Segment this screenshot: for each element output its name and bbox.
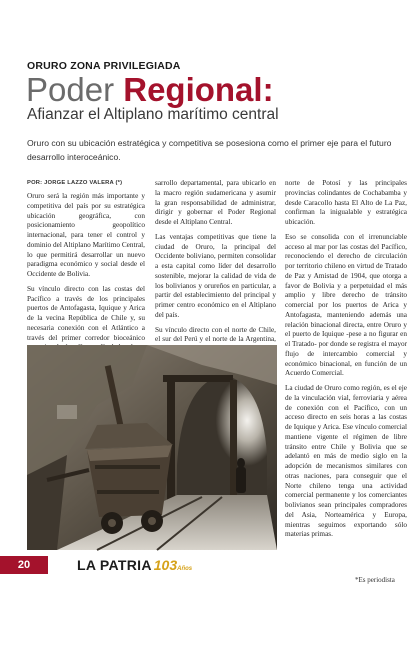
column-1-paragraph-1: Oruro será la región más importante y competitiva del país por su estratégica ubicación geográfica, con posicionamiento geopolítico internacional, para tener el control y dominio del Altiplano Marítimo Central, lo que permitirá desarrollar un nuevo paradigma económico y social desde el Occidente de Bolivia. — [27, 192, 145, 278]
headline-plain: Poder — [26, 71, 124, 108]
column-2-paragraph-3: Su vínculo directo con el norte de Chile, el sur del Perú y el norte de la Argentina, — [155, 325, 276, 344]
column-2-paragraph-2: Las ventajas competitivas que tiene la ciudad de Oruro, la principal del Occidente boliviano, permiten consolidar a esta capital como líder del desarrollo sostenible, mejorar la calidad de vida de los bolivianos y orureños en particular, a partir del establecimiento del principal y primer centro económico en el Altiplano del país. — [155, 232, 276, 319]
headline-accent: Regional: — [123, 71, 274, 108]
mine-tunnel-photo — [27, 345, 277, 550]
column-3-paragraph-2: Eso se consolida con el irrenunciable acceso al mar por las costas del Pacífico, reconociendo el derecho de circulación por territorio chileno en virtud de Tratado de Paz y Amistad de 1904, que otorga a favor de Bolivia y a perpetuidad el más amplio y libre derecho de tránsito comercial por los puertos de Arica y Antofagasta, manteniendo además una relación binacional directa, entre Oruro y el puerto de Iquique -pese a no figurar en el Tratado- por donde se registra el mayor flujo de intercambio comercial y económico binacional, en función de un Acuerdo Comercial. — [285, 232, 407, 378]
page-number: 20 — [0, 556, 48, 574]
byline: POR: JORGE LAZZO VALERA (*) — [27, 180, 123, 186]
logo-name: LA PATRIA — [77, 557, 152, 573]
column-3-paragraph-3: La ciudad de Oruro como región, es el eje de la vinculación vial, ferroviaria y aérea de conexión con el Pacífico, con un acceso directo en seis horas a las costas de Iquique y Arica. Ese vínculo comercial mantiene vigente el régimen de libre tránsito entre Chile y Bolivia que se adelantó en más de medio siglo en la adopción de mecanismos similares con otras naciones, para conseguir que el Norte chileno tenga una actividad comercial permanente y los comerciantes bolivianos sean principales compradores del Asia, Norteamérica y Europa, mientras seguimos exportando sólo materias primas. — [285, 384, 407, 539]
column-3-paragraph-1: norte de Potosí y las principales provincias colindantes de Cochabamba y desde Caracollo hasta El Alto de La Paz, confirman la inigualable y estratégica ubicación. — [285, 179, 407, 226]
column-3 — [285, 179, 407, 579]
column-1-paragraph-2: Su vínculo directo con las costas del Pacífico a través de los principales puertos de Antofagasta, Iquique y Arica de la vecina República de Chile y, su necesaria conexión con el Atlántico a través del primer corredor bioceánico — [27, 284, 145, 342]
subheadline: Afianzar el Altiplano marítimo central — [27, 106, 279, 123]
column-1 — [27, 179, 145, 342]
logo-suffix: Años — [177, 566, 193, 572]
headline — [26, 72, 274, 108]
column-2 — [155, 179, 276, 344]
lede-paragraph: Oruro con su ubicación estratégica y competitiva se posesiona como el primer eje para el futuro desarrollo interoceánico. — [27, 138, 392, 162]
column-2-paragraph-1: sarrollo departamental, para ubicarlo en la macro región sudamericana y asumir la gran responsabilidad de administrar, dirigir y gobernar el Poder Regional desde el Altiplano Central. — [155, 179, 276, 226]
logo-years: 103 — [153, 557, 178, 573]
author-note: *Es periodista — [355, 576, 395, 584]
section-kicker: ORURO ZONA PRIVILEGIADA — [27, 60, 181, 72]
la-patria-logo — [77, 557, 192, 577]
